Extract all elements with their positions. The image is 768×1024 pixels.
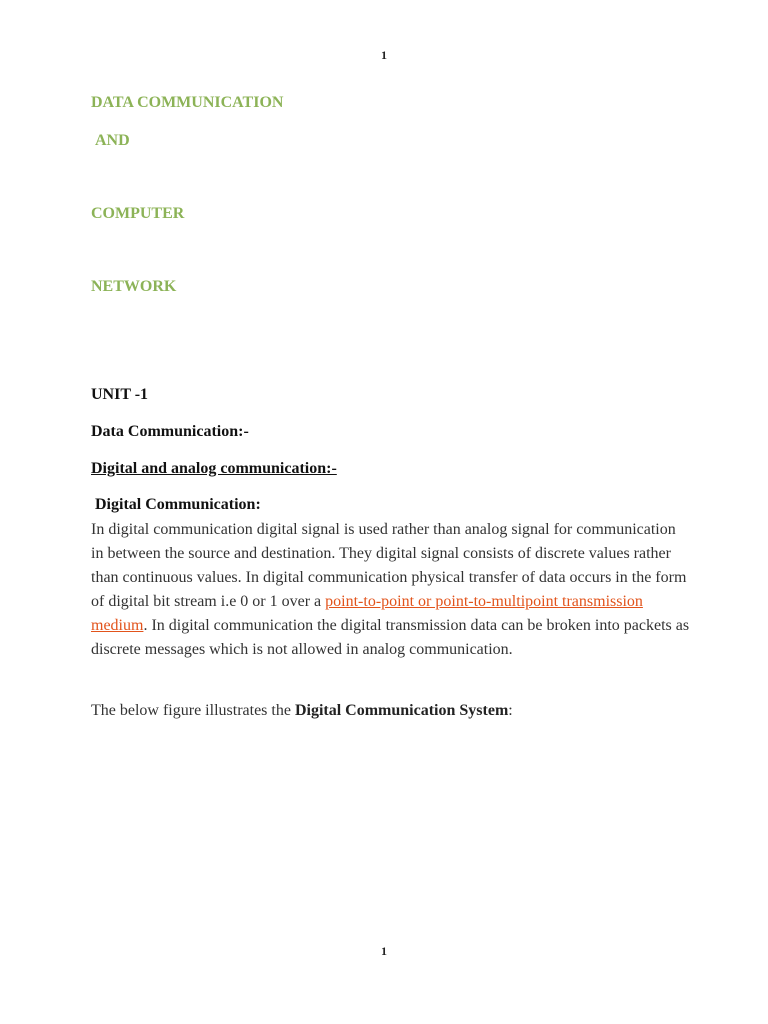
figure-intro-bold: Digital Communication System xyxy=(294,702,509,719)
page-number-top: 1 xyxy=(381,48,387,62)
title-line-2: AND xyxy=(95,132,130,149)
digital-communication-heading: Digital Communication: xyxy=(95,496,261,513)
title-line-4: NETWORK xyxy=(91,278,177,295)
title-line-3: COMPUTER xyxy=(91,205,185,222)
figure-intro-line xyxy=(91,699,691,723)
page-number-bottom: 1 xyxy=(381,944,387,958)
figure-intro-prefix: The below figure illustrates the xyxy=(91,702,295,719)
paragraph-text-1: In digital communication digital signal is used rather than analog signal for communication in between the source and destination. They digital signal consists of discrete values rather than continuous values. In digital communication physical transfer of data occurs in the form of digital bit stream i.e 0 or 1 over a xyxy=(91,521,687,610)
transmission-medium-link[interactable]: point-to-point or point-to-multipoint transmission medium xyxy=(91,593,643,634)
digital-analog-heading: Digital and analog communication:- xyxy=(91,460,337,477)
unit-heading: UNIT -1 xyxy=(91,386,149,403)
digital-communication-paragraph xyxy=(91,518,691,662)
data-communication-heading: Data Communication:- xyxy=(91,423,249,440)
paragraph-text-2: . In digital communication the digital transmission data can be broken into packets as discrete messages which is not allowed in analog communication. xyxy=(91,617,690,658)
figure-intro-suffix: : xyxy=(508,702,513,719)
title-line-1: DATA COMMUNICATION xyxy=(91,94,284,111)
